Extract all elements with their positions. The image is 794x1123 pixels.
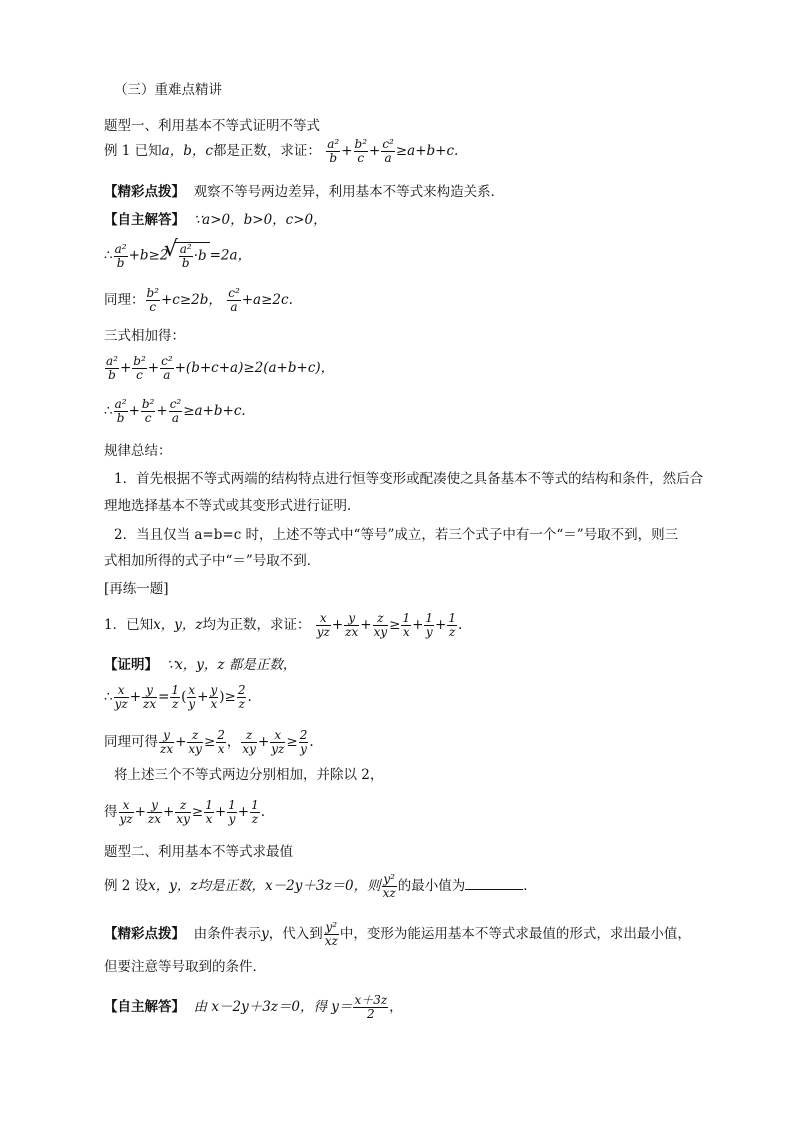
solve1-line2: ∴ $\frac{\text{a²}}{b}$ +b≥2 √ $\frac{\text{a²}}{b}$ ·b =2a， <box>104 242 251 270</box>
rule2-line1: 2．当且仅当 a=b=c 时，上述不等式中“等号”成立，若三个式子中有一个“＝”号取不到，则三 <box>114 527 679 543</box>
solve-label: 【自主解答】 <box>104 999 185 1015</box>
hint-label: 【精彩点拨】 <box>104 184 185 200</box>
proof-line2: ∴ $\frac{x}{yz}$ + $\frac{y}{zx}$ = $\frac{1}{z}$ ( $\frac{x}{y}$ + $\frac{y}{x}$ )≥ $\frac{2}{z}$ . <box>104 683 252 711</box>
proof-line5: 得 $\frac{x}{yz}$ + $\frac{y}{zx}$ + $\frac{z}{xy}$ ≥ $\frac{1}{x}$ + $\frac{1}{y}$ + $\frac{1}{z}$ . <box>104 798 266 826</box>
proof-line3: 同理可得 $\frac{y}{zx}$ + $\frac{z}{xy}$ ≥ $\frac{2}{x}$ ， $\frac{z}{xy}$ + $\frac{x}{yz}$ ≥ $\frac{2}{y}$ . <box>104 728 314 756</box>
hint-label: 【精彩点拨】 <box>104 926 185 942</box>
rule1-line2: 理地选择基本不等式或其变形式进行证明． <box>104 498 361 514</box>
solve2-line1: 【自主解答】 由 x－2y＋3z＝0，得 y＝ $\frac{x+3z}{2}$ ， <box>104 993 403 1021</box>
hint2-line1: 【精彩点拨】 由条件表示y，代入到 $\frac{\text{y²}}{xz}$ 中，变形为能运用基本不等式求最值的形式，求出最小值， <box>104 920 691 948</box>
hint1: 【精彩点拨】 观察不等号两边差异，利用基本不等式来构造关系． <box>104 184 505 200</box>
proof-line1: 【证明】 ∵x，y，z 都是正数， <box>104 657 297 673</box>
example1-statement: 例 1 已知a，b，c都是正数，求证： $\frac{\text{a²}}{b}$ + $\frac{\text{b²}}{c}$ + $\frac{\text{c²}}{a}$ ≥a+b+c. <box>104 137 459 165</box>
proof-label: 【证明】 <box>104 657 158 673</box>
practice-question: 1．已知x，y，z均为正数，求证： $\frac{x}{yz}$ + $\frac{y}{zx}$ + $\frac{z}{xy}$ ≥ $\frac{1}{x}$ + $\frac{1}{y}$ + $\frac{1}{z}$ . <box>104 611 463 639</box>
solve-label: 【自主解答】 <box>104 212 185 228</box>
fraction: $\frac{\text{b²}}{c}$ <box>354 137 368 165</box>
rule2-line2: 式相加所得的式子中“＝”号取不到． <box>104 553 321 569</box>
hint2-line2: 但要注意等号取到的条件． <box>104 959 266 975</box>
rule-title: 规律总结： <box>104 443 172 459</box>
fraction: $\frac{\text{a²}}{b}$ <box>327 137 340 165</box>
fraction: $\frac{\text{c²}}{a}$ <box>382 137 394 165</box>
rule1-line1: 1．首先根据不等式两端的结构特点进行恒等变形或配凑使之具备基本不等式的结构和条件，然后合 <box>114 471 704 487</box>
practice-title: [再练一题] <box>104 581 169 597</box>
type2-title: 题型二、利用基本不等式求最值 <box>104 844 293 860</box>
section-title: （三）重难点精讲 <box>114 82 222 98</box>
solve1-line5: $\frac{\text{a²}}{b}$ + $\frac{\text{b²}}{c}$ + $\frac{\text{c²}}{a}$ +(b+c+a)≥2(a+b+c)， <box>106 354 335 382</box>
example2-statement: 例 2 设x，y，z均是正数，x－2y＋3z＝0，则 $\frac{\text{y²}}{xz}$ 的最小值为 ． <box>104 872 537 900</box>
proof-combine: 将上述三个不等式两边分别相加，并除以 2， <box>114 767 384 783</box>
answer-blank <box>465 877 523 890</box>
solve1-line6: ∴ $\frac{\text{a²}}{b}$ + $\frac{\text{b²}}{c}$ + $\frac{\text{c²}}{a}$ ≥a+b+c. <box>104 397 246 425</box>
sqrt-symbol: √ $\frac{\text{a²}}{b}$ ·b <box>175 242 210 270</box>
solve1-line1: 【自主解答】 ∵a>0，b>0，c>0， <box>104 212 327 228</box>
type1-title: 题型一、利用基本不等式证明不等式 <box>104 118 320 134</box>
add-three: 三式相加得： <box>104 328 185 344</box>
solve1-line3: 同理： $\frac{\text{b²}}{c}$ +c≥2b， $\frac{\text{c²}}{a}$ +a≥2c. <box>104 286 293 314</box>
